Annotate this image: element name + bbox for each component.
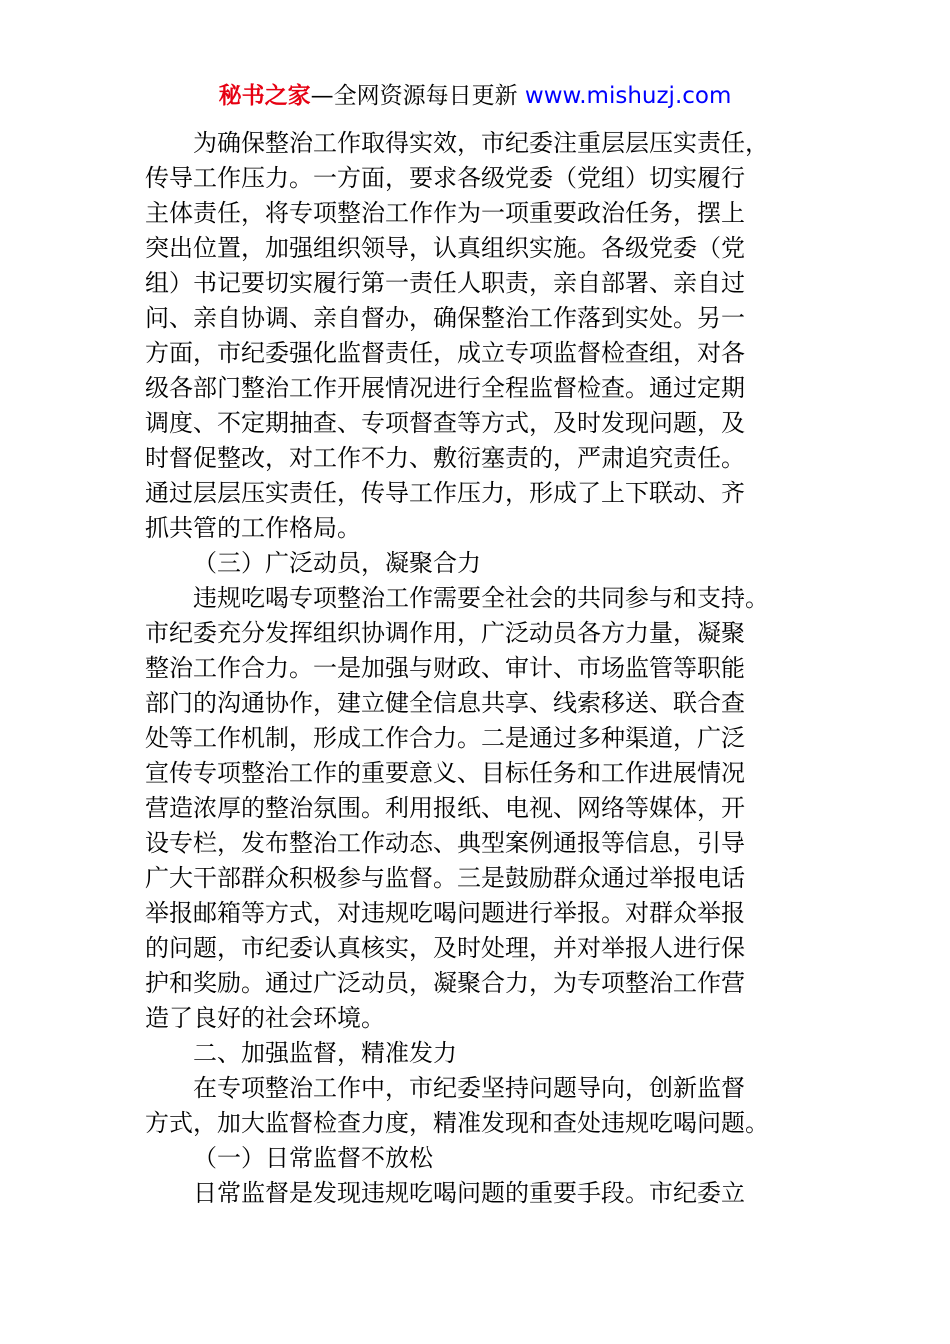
text-line: 在专项整治工作中，市纪委坚持问题导向，创新监督 bbox=[193, 1074, 745, 1102]
text-line: 通过层层压实责任，传导工作压力，形成了上下联动、齐 bbox=[145, 479, 745, 507]
text-line: （三）广泛动员，凝聚合力 bbox=[193, 549, 481, 577]
text-line: 广大干部群众积极参与监督。三是鼓励群众通过举报电话 bbox=[145, 864, 745, 892]
text-line: 日常监督是发现违规吃喝问题的重要手段。市纪委立 bbox=[193, 1179, 745, 1207]
text-line: 设专栏，发布整治工作动态、典型案例通报等信息，引导 bbox=[145, 829, 745, 857]
text-line: 问、亲自协调、亲自督办，确保整治工作落到实处。另一 bbox=[145, 304, 745, 332]
text-line: 部门的沟通协作，建立健全信息共享、线索移送、联合查 bbox=[145, 689, 745, 717]
text-line: 护和奖励。通过广泛动员，凝聚合力，为专项整治工作营 bbox=[145, 969, 745, 997]
text-line: 方式，加大监督检查力度，精准发现和查处违规吃喝问题。 bbox=[145, 1109, 769, 1137]
document-header bbox=[0, 78, 950, 114]
text-line: 主体责任，将专项整治工作作为一项重要政治任务，摆上 bbox=[145, 199, 745, 227]
text-line: 传导工作压力。一方面，要求各级党委（党组）切实履行 bbox=[145, 164, 745, 192]
text-line: 抓共管的工作格局。 bbox=[145, 514, 361, 542]
text-line: 方面，市纪委强化监督责任，成立专项监督检查组，对各 bbox=[145, 339, 745, 367]
text-line: 处等工作机制，形成工作合力。二是通过多种渠道，广泛 bbox=[145, 724, 745, 752]
text-line: （一）日常监督不放松 bbox=[193, 1144, 433, 1172]
text-line: 市纪委充分发挥组织协调作用，广泛动员各方力量，凝聚 bbox=[145, 619, 745, 647]
site-url-link[interactable]: www.mishuzj.com bbox=[524, 83, 732, 109]
text-line: 造了良好的社会环境。 bbox=[145, 1004, 385, 1032]
text-line: 二、加强监督，精准发力 bbox=[193, 1039, 457, 1067]
text-line: 级各部门整治工作开展情况进行全程监督检查。通过定期 bbox=[145, 374, 745, 402]
text-line: 营造浓厚的整治氛围。利用报纸、电视、网络等媒体，开 bbox=[145, 794, 745, 822]
text-line: 组）书记要切实履行第一责任人职责，亲自部署、亲自过 bbox=[145, 269, 745, 297]
text-line: 举报邮箱等方式，对违规吃喝问题进行举报。对群众举报 bbox=[145, 899, 745, 927]
text-line: 整治工作合力。一是加强与财政、审计、市场监管等职能 bbox=[145, 654, 745, 682]
document-body bbox=[145, 126, 835, 1211]
header-slogan: —全网资源每日更新 bbox=[310, 83, 518, 109]
brand-name: 秘书之家 bbox=[218, 83, 311, 109]
text-line: 宣传专项整治工作的重要意义、目标任务和工作进展情况 bbox=[145, 759, 745, 787]
text-line: 为确保整治工作取得实效，市纪委注重层层压实责任， bbox=[193, 129, 769, 157]
text-line: 时督促整改，对工作不力、敷衍塞责的，严肃追究责任。 bbox=[145, 444, 745, 472]
text-line: 的问题，市纪委认真核实，及时处理，并对举报人进行保 bbox=[145, 934, 745, 962]
text-line: 突出位置，加强组织领导，认真组织实施。各级党委（党 bbox=[145, 234, 745, 262]
text-line: 违规吃喝专项整治工作需要全社会的共同参与和支持。 bbox=[193, 584, 769, 612]
text-line: 调度、不定期抽查、专项督查等方式，及时发现问题，及 bbox=[145, 409, 745, 437]
